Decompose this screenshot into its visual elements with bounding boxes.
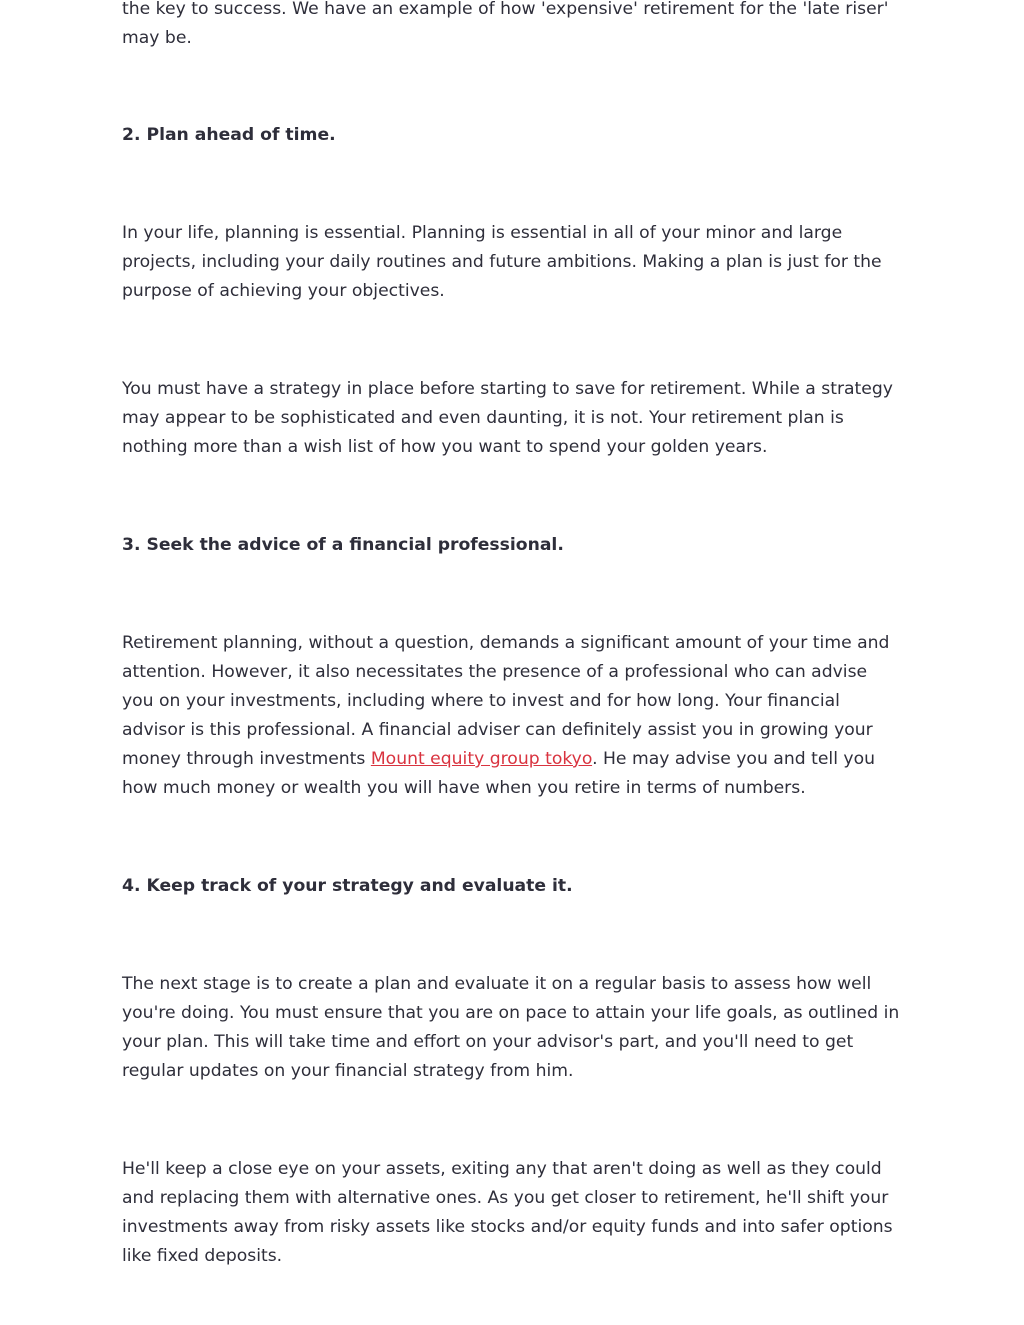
- section-4-heading: 4. Keep track of your strategy and evaluate it.: [122, 876, 573, 896]
- section-4-paragraph-2: He'll keep a close eye on your assets, exiting any that aren't doing as well as they could and replacing them with alternative ones. As you get closer to retirement, he'll shift your investments away from risky assets like stocks and/or equity funds and into safer options like fixed deposits.: [122, 1159, 893, 1266]
- section-2-heading: 2. Plan ahead of time.: [122, 125, 336, 145]
- section-3-text-before-link: Retirement planning, without a question, demands a significant amount of your time and attention. However, it also necessitates the presence of a professional who can advise you on your investments, including where to invest and for how long. Your financial advisor is this professional. A financial adviser can definitely assist you in growing your money through investments: [122, 633, 890, 769]
- section-2-paragraph-2: You must have a strategy in place before starting to save for retirement. While a strategy may appear to be sophisticated and even daunting, it is not. Your retirement plan is nothing more than a wish list of how you want to spend your golden years.: [122, 379, 893, 457]
- article-body: [122, 0, 902, 1271]
- section-3-heading: 3. Seek the advice of a financial professional.: [122, 535, 564, 555]
- intro-paragraph-tail: the key to success. We have an example of how 'expensive' retirement for the 'late riser' may be.: [122, 0, 889, 48]
- section-3-paragraph-1: [122, 629, 902, 803]
- mount-equity-group-link[interactable]: Mount equity group tokyo: [370, 749, 593, 769]
- section-3-text-after-link: . He may advise you and tell you how much money or wealth you will have when you retire in terms of numbers.: [122, 749, 876, 798]
- section-4-paragraph-1: The next stage is to create a plan and evaluate it on a regular basis to assess how well you're doing. You must ensure that you are on pace to attain your life goals, as outlined in your plan. This will take time and effort on your advisor's part, and you'll need to get regular updates on your financial strategy from him.: [122, 974, 900, 1081]
- section-2-paragraph-1: In your life, planning is essential. Planning is essential in all of your minor and large projects, including your daily routines and future ambitions. Making a plan is just for the purpose of achieving your objectives.: [122, 223, 882, 301]
